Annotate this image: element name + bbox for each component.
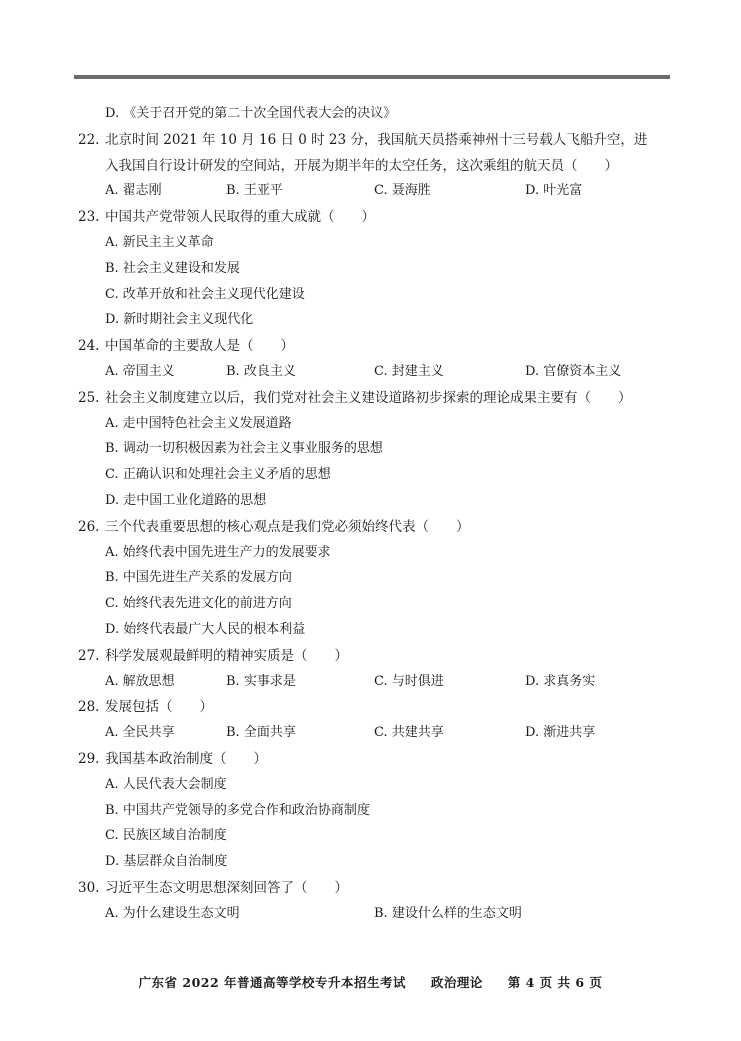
answer-option: B. 改良主义 (226, 364, 296, 379)
question-number: 28. (78, 699, 100, 716)
question-text: 中国共产党带领人民取得的重大成就（ ） (105, 209, 375, 226)
answer-option: D. 基层群众自治制度 (105, 854, 228, 870)
question-text: 我国基本政治制度（ ） (105, 751, 267, 767)
question-text: 发展包括（ ） (105, 699, 213, 716)
answer-option: A. 解放思想 (105, 673, 175, 689)
answer-option: D. 渐进共享 (525, 725, 596, 741)
answer-option: B. 王亚平 (226, 183, 283, 199)
answer-option: C. 正确认识和处理社会主义矛盾的思想 (105, 467, 331, 483)
answer-option: B. 建设什么样的生态文明 (374, 905, 522, 921)
question-number: 27. (78, 647, 100, 664)
header-rule (74, 75, 670, 79)
answer-option: B. 实事求是 (226, 673, 296, 689)
answer-option: A. 帝国主义 (105, 364, 175, 379)
answer-option: B. 中国先进生产关系的发展方向 (105, 570, 292, 586)
question-number: 26. (78, 518, 100, 535)
answer-option: A. 翟志刚 (105, 183, 162, 199)
question-number: 25. (78, 389, 100, 406)
answer-option: C. 与时俱进 (374, 673, 444, 689)
answer-option: B. 社会主义建设和发展 (105, 260, 240, 276)
answer-option: B. 中国共产党领导的多党合作和政治协商制度 (105, 802, 370, 818)
question-number: 30. (78, 880, 100, 896)
answer-option: A. 新民主主义革命 (105, 235, 214, 250)
footer-page-number: 第 4 页 共 6 页 (507, 975, 603, 990)
question-text: 三个代表重要思想的核心观点是我们党必须始终代表（ ） (105, 518, 470, 535)
footer-exam-title: 广东省 2022 年普通高等学校专升本招生考试 (138, 975, 407, 990)
answer-option: C. 改革开放和社会主义现代化建设 (105, 286, 305, 302)
answer-option: B. 调动一切积极因素为社会主义事业服务的思想 (105, 441, 383, 457)
question-text: 北京时间 2021 年 10 月 16 日 0 时 23 分，我国航天员搭乘神州十三号载人飞船升空，进 (105, 131, 648, 148)
answer-option: A. 始终代表中国先进生产力的发展要求 (105, 544, 331, 560)
answer-option: C. 民族区域自治制度 (105, 828, 227, 844)
question-number: 24. (78, 338, 100, 355)
question-number: 29. (78, 751, 100, 767)
question-number: 22. (78, 131, 100, 148)
page-footer (0, 973, 741, 991)
question-text: 习近平生态文明思想深刻回答了（ ） (105, 880, 348, 896)
answer-option: A. 全民共享 (105, 725, 175, 741)
question-text: 社会主义制度建立以后，我们党对社会主义建设道路初步探索的理论成果主要有（ ） (105, 389, 632, 406)
answer-option: D. 始终代表最广大人民的根本利益 (105, 622, 306, 637)
answer-option: C. 始终代表先进文化的前进方向 (105, 596, 292, 612)
answer-option: D. 《关于召开党的第二十次全国代表大会的决议》 (105, 106, 397, 121)
footer-subject: 政治理论 (430, 975, 483, 990)
answer-option: D. 走中国工业化道路的思想 (105, 493, 267, 508)
answer-option: C. 聂海胜 (374, 183, 431, 199)
answer-option: A. 人民代表大会制度 (105, 776, 227, 792)
answer-option: A. 为什么建设生态文明 (105, 905, 240, 921)
answer-option: C. 封建主义 (374, 364, 444, 379)
question-text: 中国革命的主要敌人是（ ） (105, 338, 294, 355)
question-text: 科学发展观最鲜明的精神实质是（ ） (105, 647, 348, 664)
question-text-continued: 入我国自行设计研发的空间站，开展为期半年的太空任务，这次乘组的航天员（ ） (105, 157, 618, 174)
answer-option: C. 共建共享 (374, 725, 444, 741)
answer-option: A. 走中国特色社会主义发展道路 (105, 415, 292, 431)
answer-option: B. 全面共享 (226, 725, 296, 741)
answer-option: D. 求真务实 (525, 673, 596, 689)
answer-option: D. 官僚资本主义 (525, 364, 622, 379)
answer-option: D. 新时期社会主义现代化 (105, 312, 254, 328)
question-number: 23. (78, 209, 100, 226)
answer-option: D. 叶光富 (525, 183, 583, 199)
